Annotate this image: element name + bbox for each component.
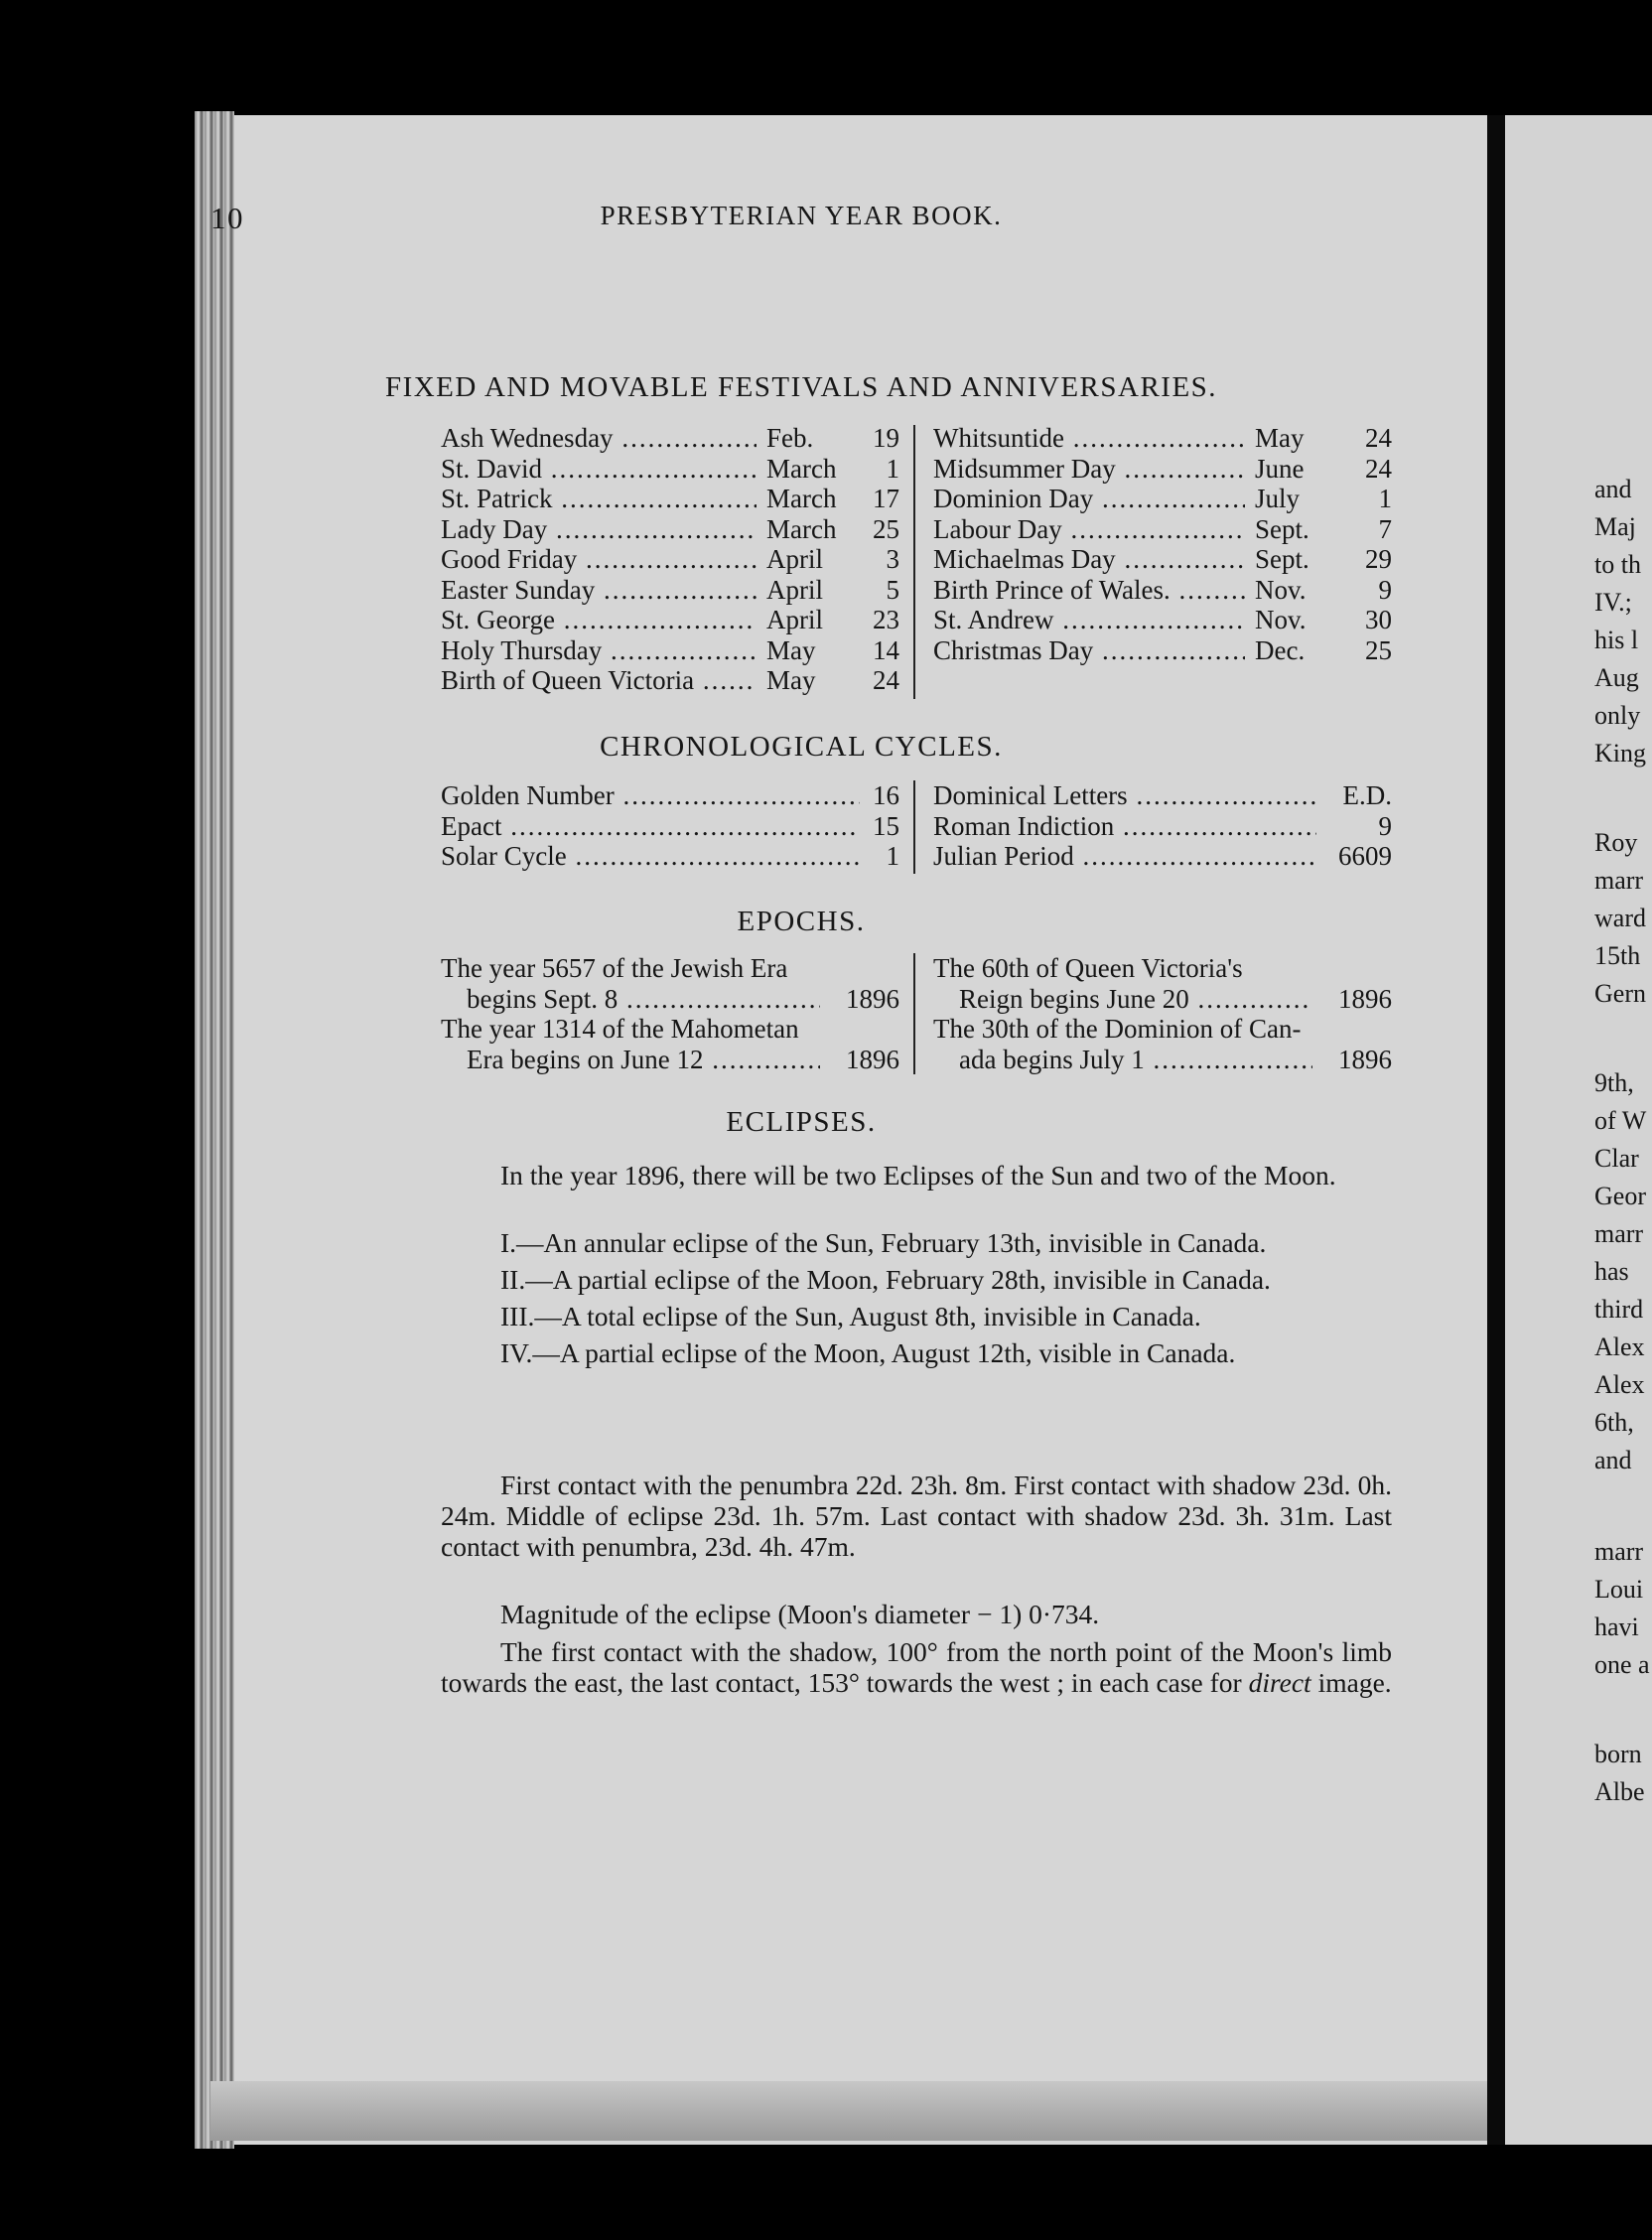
festival-day: 9 xyxy=(1378,574,1392,605)
epoch-text: The year 5657 of the Jewish Era xyxy=(441,953,788,983)
festival-day: 30 xyxy=(1365,605,1392,634)
festival-row xyxy=(441,454,899,485)
right-page-line: 6th, xyxy=(1594,1408,1634,1437)
cycles-title: CHRONOLOGICAL CYCLES. xyxy=(600,731,1003,763)
epoch-year: 1896 xyxy=(1338,983,1392,1014)
right-page-line: one a xyxy=(1594,1650,1650,1679)
festival-name: Easter Sunday ..... xyxy=(441,575,757,606)
cycle-value: 6609 xyxy=(1338,841,1392,871)
festival-month: March xyxy=(766,513,837,544)
festival-month: Dec. xyxy=(1255,634,1306,665)
cycle-name: Dominical Letters ..... xyxy=(933,780,1316,811)
festivals-divider xyxy=(913,425,915,699)
festival-month: March xyxy=(766,453,837,484)
epoch-line xyxy=(441,953,899,984)
festival-name: Midsummer Day ..... xyxy=(933,454,1245,485)
right-page-line: third xyxy=(1594,1295,1644,1324)
epoch-text: begins Sept. 8 ..... xyxy=(467,984,820,1015)
cycles-left-column xyxy=(441,780,899,872)
festivals-right-column xyxy=(933,423,1392,665)
right-page-line: Gern xyxy=(1594,979,1646,1008)
eclipse-item-text: II.—A partial eclipse of the Moon, February 28th, invisible in Canada. xyxy=(500,1264,1271,1295)
right-page-line: Aug xyxy=(1594,663,1639,692)
eclipse-magnitude: Magnitude of the eclipse (Moon's diameter − 1) 0·734. xyxy=(500,1599,1100,1629)
eclipses-title: ECLIPSES. xyxy=(726,1106,877,1138)
right-page-line: Geor xyxy=(1594,1182,1646,1210)
epoch-line xyxy=(441,1014,899,1045)
epoch-text: Reign begins June 20 ..... xyxy=(959,984,1312,1015)
festivals-title: FIXED AND MOVABLE FESTIVALS AND ANNIVERSARIES. xyxy=(384,371,1218,403)
festival-row xyxy=(933,605,1392,635)
eclipses-intro: In the year 1896, there will be two Eclipses of the Sun and two of the Moon. xyxy=(500,1160,1336,1190)
festival-row xyxy=(441,484,899,514)
festival-row xyxy=(441,423,899,454)
festival-month: July xyxy=(1255,484,1301,513)
festival-name: Christmas Day ..... xyxy=(933,635,1245,666)
book-spine xyxy=(1487,115,1505,2145)
festival-row xyxy=(441,665,899,696)
cycle-value: E.D. xyxy=(1342,780,1392,810)
right-page-line: and xyxy=(1594,475,1632,503)
festival-day: 25 xyxy=(873,513,899,544)
eclipse-item-text: III.—A total eclipse of the Sun, August 8th, invisible in Canada. xyxy=(500,1301,1201,1331)
right-page-line: marr xyxy=(1594,1537,1644,1566)
festival-row xyxy=(933,454,1392,485)
right-page-line: Alex xyxy=(1594,1332,1645,1361)
cycle-row xyxy=(933,780,1392,811)
right-page-line: King xyxy=(1594,739,1646,768)
festival-month: April xyxy=(766,544,823,574)
festival-month: Sept. xyxy=(1255,513,1309,544)
cycle-name: Epact ..... xyxy=(441,811,860,842)
right-page-line: havi xyxy=(1594,1612,1639,1641)
festival-row xyxy=(933,575,1392,606)
festival-month: March xyxy=(766,484,837,513)
festival-name: Birth of Queen Victoria ..... xyxy=(441,665,757,696)
page-number: 10 xyxy=(210,201,244,235)
festival-row xyxy=(441,605,899,635)
epoch-year: 1896 xyxy=(846,983,899,1014)
eclipse-item xyxy=(441,1227,1392,1258)
right-page-line: Clar xyxy=(1594,1144,1639,1173)
cycle-value: 16 xyxy=(873,780,899,810)
right-page-line: ward xyxy=(1594,904,1646,932)
festivals-left-column xyxy=(441,423,899,696)
eclipse-item-text: I.—An annular eclipse of the Sun, February 13th, invisible in Canada. xyxy=(500,1227,1267,1258)
festival-day: 25 xyxy=(1365,634,1392,665)
festival-name: St. Patrick ..... xyxy=(441,484,757,514)
cycle-row xyxy=(933,811,1392,842)
right-page-line: born xyxy=(1594,1740,1642,1768)
cycle-value: 1 xyxy=(886,841,899,871)
festival-day: 1 xyxy=(886,453,899,484)
festival-day: 23 xyxy=(873,605,899,634)
festival-name: Michaelmas Day ..... xyxy=(933,544,1245,575)
cycle-row xyxy=(933,841,1392,872)
eclipses-list xyxy=(441,1227,1392,1374)
cycle-name: Julian Period ..... xyxy=(933,841,1316,872)
cycles-divider xyxy=(913,780,915,874)
festival-day: 29 xyxy=(1365,544,1392,574)
cycle-name: Roman Indiction ..... xyxy=(933,811,1316,842)
right-page-line: Roy xyxy=(1594,828,1638,857)
festival-month: Nov. xyxy=(1255,574,1307,605)
festival-month: Nov. xyxy=(1255,605,1307,634)
cycle-name: Golden Number ..... xyxy=(441,780,860,811)
festival-day: 24 xyxy=(873,665,899,695)
eclipse-final-paragraph: The first contact with the shadow, 100° from the north point of the Moon's limb towards the east, the last contact, 153° towards the west ; in each case for direct image. xyxy=(441,1636,1392,1698)
festival-month: April xyxy=(766,605,823,634)
festival-name: Dominion Day ..... xyxy=(933,484,1245,514)
epochs-divider xyxy=(913,953,915,1074)
festival-month: May xyxy=(766,634,816,665)
epoch-text: The 30th of the Dominion of Can- xyxy=(933,1014,1302,1044)
eclipse-item-text: IV.—A partial eclipse of the Moon, August 12th, visible in Canada. xyxy=(500,1337,1236,1368)
festival-name: Ash Wednesday ..... xyxy=(441,423,757,454)
eclipse-contacts: First contact with the penumbra 22d. 23h. 8m. First contact with shadow 23d. 0h. 24m. Middle of eclipse 23d. 1h. 57m. Last contact with shadow 23d. 3h. 31m. Last contact with penumbra, 23d. 4h. 47m. xyxy=(441,1470,1392,1562)
epoch-line xyxy=(933,984,1392,1015)
festival-name: Lady Day ..... xyxy=(441,514,757,545)
right-page-line: and xyxy=(1594,1446,1632,1474)
epochs-title: EPOCHS. xyxy=(737,906,866,937)
festival-row xyxy=(441,514,899,545)
festival-name: Labour Day ..... xyxy=(933,514,1245,545)
festival-row xyxy=(441,575,899,606)
epoch-line xyxy=(441,984,899,1015)
festival-name: Whitsuntide ..... xyxy=(933,423,1245,454)
festival-name: St. Andrew ..... xyxy=(933,605,1245,635)
right-page-line: Albe xyxy=(1594,1777,1645,1806)
festival-name: Holy Thursday ..... xyxy=(441,635,757,666)
festival-month: May xyxy=(766,665,816,695)
festival-row xyxy=(933,544,1392,575)
festival-row xyxy=(933,514,1392,545)
festival-month: April xyxy=(766,574,823,605)
right-page-line: Maj xyxy=(1594,512,1636,541)
festival-name: Good Friday ..... xyxy=(441,544,757,575)
right-page-line: Alex xyxy=(1594,1370,1645,1399)
festival-row xyxy=(441,544,899,575)
epochs-left-column xyxy=(441,953,899,1074)
festival-day: 3 xyxy=(886,544,899,574)
festival-month: June xyxy=(1255,453,1305,484)
festival-day: 7 xyxy=(1378,513,1392,544)
right-page-line: 9th, xyxy=(1594,1068,1634,1097)
cycle-name: Solar Cycle ..... xyxy=(441,841,860,872)
cycle-row xyxy=(441,841,899,872)
right-page-line: of W xyxy=(1594,1106,1647,1135)
festival-day: 19 xyxy=(873,423,899,453)
epoch-line xyxy=(441,1045,899,1075)
cycle-value: 15 xyxy=(873,810,899,841)
epoch-line xyxy=(933,1045,1392,1075)
epoch-year: 1896 xyxy=(846,1044,899,1074)
festival-row xyxy=(933,423,1392,454)
festival-day: 24 xyxy=(1365,453,1392,484)
epoch-line xyxy=(933,953,1392,984)
festival-day: 5 xyxy=(886,574,899,605)
festival-row xyxy=(933,484,1392,514)
eclipse-item xyxy=(441,1264,1392,1295)
epoch-text: The year 1314 of the Mahometan xyxy=(441,1014,799,1044)
epoch-text: ada begins July 1 ..... xyxy=(959,1045,1312,1075)
cycle-row xyxy=(441,811,899,842)
right-page-line: only xyxy=(1594,701,1641,730)
cycles-right-column xyxy=(933,780,1392,872)
right-page-line: his l xyxy=(1594,626,1639,654)
festival-day: 14 xyxy=(873,634,899,665)
epoch-line xyxy=(933,1014,1392,1045)
right-page-line: to th xyxy=(1594,550,1641,579)
cycle-row xyxy=(441,780,899,811)
epochs-right-column xyxy=(933,953,1392,1074)
festival-row xyxy=(441,635,899,666)
festival-name: Birth Prince of Wales. ..... xyxy=(933,575,1245,606)
cycle-value: 9 xyxy=(1378,810,1392,841)
emphasis-direct: direct xyxy=(1248,1667,1311,1698)
epoch-text: The 60th of Queen Victoria's xyxy=(933,953,1243,983)
right-page-line: Loui xyxy=(1594,1575,1644,1604)
festival-day: 1 xyxy=(1378,484,1392,513)
festival-month: Sept. xyxy=(1255,544,1309,574)
right-page-line: marr xyxy=(1594,866,1644,895)
page-bottom-edge xyxy=(210,2081,1487,2141)
festival-month: May xyxy=(1255,423,1305,453)
epoch-year: 1896 xyxy=(1338,1044,1392,1074)
epoch-text: Era begins on June 12 ..... xyxy=(467,1045,820,1075)
running-title: PRESBYTERIAN YEAR BOOK. xyxy=(600,201,1003,230)
right-page-line: 15th xyxy=(1594,941,1641,970)
festival-month: Feb. xyxy=(766,423,814,453)
right-page-line: IV.; xyxy=(1594,588,1632,617)
right-page-line: marr xyxy=(1594,1219,1644,1248)
festival-day: 24 xyxy=(1365,423,1392,453)
running-head xyxy=(210,201,1392,240)
festival-row xyxy=(933,635,1392,666)
eclipse-item xyxy=(441,1337,1392,1368)
festival-name: St. George ..... xyxy=(441,605,757,635)
festival-name: St. David ..... xyxy=(441,454,757,485)
festival-day: 17 xyxy=(873,484,899,513)
right-page-line: has xyxy=(1594,1257,1629,1286)
eclipse-item xyxy=(441,1301,1392,1331)
